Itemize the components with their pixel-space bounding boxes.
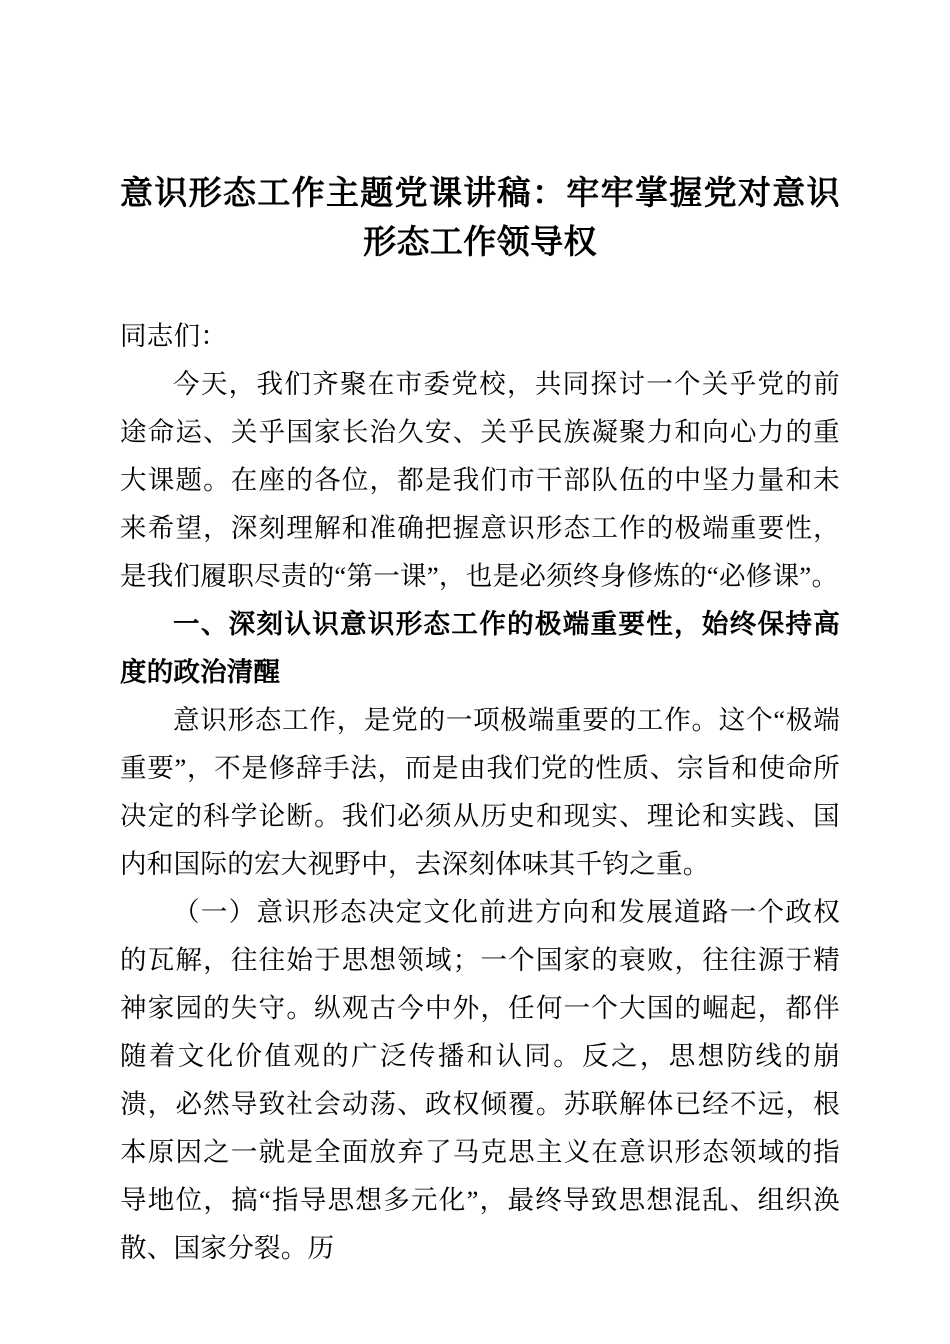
opening-paragraph: 今天，我们齐聚在市委党校，共同探讨一个关乎党的前途命运、关乎国家长治久安、关乎民族凝聚力和向心力的重大课题。在座的各位，都是我们市干部队伍的中坚力量和未来希望，深刻理解和准确把握意识形态工作的极端重要性，是我们履职尽责的“第一课”，也是必须终身修炼的“必修课”。: [120, 369, 840, 591]
subsection-one-paragraph: （一）意识形态决定文化前进方向和发展道路一个政权的瓦解，往往始于思想领域；一个国家的衰败，往往源于精神家园的失守。纵观古今中外，任何一个大国的崛起，都伴随着文化价值观的广泛传播和认同。反之，思想防线的崩溃，必然导致社会动荡、政权倾覆。苏联解体已经不远，根本原因之一就是全面放弃了马克思主义在意识形态领域的指导地位，搞“指导思想多元化”，最终导致思想混乱、组织涣散、国家分裂。历: [120, 897, 840, 1263]
page-title: 意识形态工作主题党课讲稿：牢牢掌握党对意识形态工作领导权: [120, 174, 840, 260]
section-heading-one: 一、深刻认识意识形态工作的极端重要性，始终保持高度的政治清醒: [120, 609, 840, 687]
salutation: 同志们：: [120, 321, 228, 351]
section-one-paragraph-one: 意识形态工作，是党的一项极端重要的工作。这个“极端重要”，不是修辞手法，而是由我们党的性质、宗旨和使命所决定的科学论断。我们必须从历史和现实、理论和实践、国内和国际的宏大视野中，去深刻体味其千钧之重。: [120, 705, 840, 879]
document-body: [120, 0, 840, 1272]
